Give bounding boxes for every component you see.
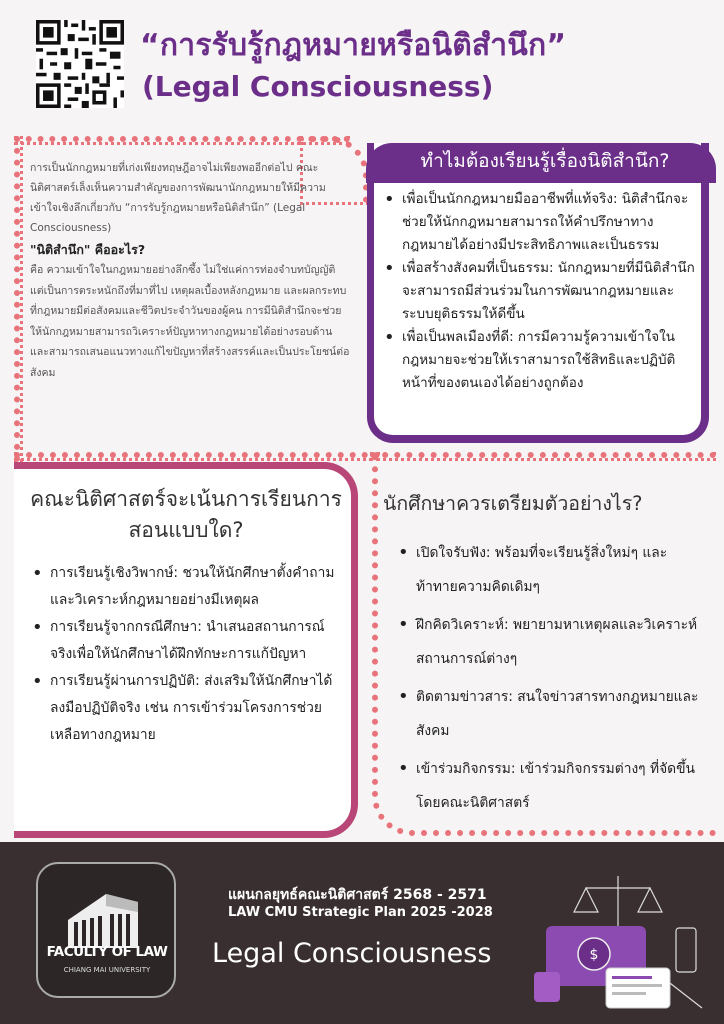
logo-subtext: CHIANG MAI UNIVERSITY	[63, 966, 151, 974]
svg-text:$: $	[589, 947, 599, 963]
justice-scale-illustration	[526, 868, 712, 1018]
list-item: • ฝึกคิดวิเคราะห์: พยายามหาเหตุผลและวิเคราะห์สถานการณ์ต่างๆ	[394, 608, 704, 676]
list-item: • การเรียนรู้จากกรณีศึกษา: นำเสนอสถานการณ์จริงเพื่อให้นักศึกษาได้ฝึกทักษะการแก้ปัญหา	[28, 614, 346, 668]
list-item: • ติดตามข่าวสาร: สนใจข่าวสารทางกฎหมายและสังคม	[394, 680, 704, 748]
list-item: • เพื่อเป็นพลเมืองที่ดี: การมีความรู้ความเข้าใจในกฎหมายจะช่วยให้เราสามารถใช้สิทธิและปฏิบัติหน้าที่ของตนเองได้อย่างถูกต้อง	[380, 326, 702, 395]
page-title-english: (Legal Consciousness)	[142, 70, 494, 103]
intro-paragraph: การเป็นนักกฎหมายที่เก่งเพียงทฤษฎีอาจไม่เพียงพออีกต่อไป คณะนิติศาสตร์เล็งเห็นความสำคัญของการพัฒนานักกฎหมายให้มีความเข้าใจเชิงลึกเกี่ยวกับ “การรับรู้กฎหมายหรือนิติสำนึก” (Legal Consciousness)	[30, 162, 326, 234]
building-icon	[38, 864, 174, 996]
list-item: • เพื่อสร้างสังคมที่เป็นธรรม: นักกฎหมายที่มีนิติสำนึกจะสามารถมีส่วนร่วมในการพัฒนากฎหมายและระบบยุติธรรมให้ดีขึ้น	[380, 257, 702, 326]
dotted-frame-mid	[14, 452, 380, 461]
faculty-logo	[36, 862, 176, 998]
strategic-plan-thai: แผนกลยุทธ์คณะนิติศาสตร์ 2568 - 2571	[228, 887, 487, 903]
what-is-heading: "นิติสำนึก" คืออะไร?	[30, 242, 146, 257]
why-list	[380, 188, 702, 395]
what-is-body: คือ ความเข้าใจในกฎหมายอย่างลึกซึ้ง ไม่ใช่แค่การท่องจำบทบัญญัติ แต่เป็นการตระหนักถึงที่มาที่ไป เหตุผลเบื้องหลังกฎหมาย และผลกระทบที่กฎหมายมีต่อสังคมและชีวิตประจำวันของผู้คน การมีนิติสำนึกจะช่วยให้นักกฎหมายสามารถวิเคราะห์ปัญหาทางกฎหมายได้อย่างรอบด้าน และสามารถเสนอแนวทางแก้ไขปัญหาที่สร้างสรรค์และเป็นประโยชน์ต่อสังคม	[30, 264, 350, 379]
footer-title: Legal Consciousness	[212, 938, 492, 969]
list-item: • การเรียนรู้เชิงวิพากษ์: ชวนให้นักศึกษาตั้งคำถามและวิเคราะห์กฎหมายอย่างมีเหตุผล	[28, 560, 346, 614]
why-title: ทำไมต้องเรียนรู้เรื่องนิติสำนึก?	[420, 150, 670, 172]
list-item: • เพื่อเป็นนักกฎหมายมืออาชีพที่แท้จริง: นิติสำนึกจะช่วยให้นักกฎหมายสามารถให้คำปรึกษาทางกฎหมายได้อย่างมีประสิทธิภาพและเป็นธรรม	[380, 188, 702, 257]
learn-title: คณะนิติศาสตร์จะเน้นการเรียนการสอนแบบใด?	[30, 487, 342, 542]
logo-text: FACULTY OF LAW	[46, 944, 168, 960]
intro-section	[30, 158, 352, 383]
prep-title: นักศึกษาควรเตรียมตัวอย่างไร?	[383, 492, 643, 515]
list-item: • การเรียนรู้ผ่านการปฏิบัติ: ส่งเสริมให้นักศึกษาได้ลงมือปฏิบัติจริง เช่น การเข้าร่วมโครงการช่วยเหลือทางกฎหมาย	[28, 668, 346, 749]
dotted-frame-left	[14, 136, 23, 462]
list-item: • เปิดใจรับฟัง: พร้อมที่จะเรียนรู้สิ่งใหม่ๆ และท้าทายความคิดเดิมๆ	[394, 536, 704, 604]
list-item: • เข้าร่วมกิจกรรม: เข้าร่วมกิจกรรมต่างๆ ที่จัดขึ้นโดยคณะนิติศาสตร์	[394, 752, 704, 820]
learn-list	[28, 560, 346, 749]
prep-list	[394, 536, 704, 824]
qr-code	[36, 20, 124, 108]
strategic-plan-english: LAW CMU Strategic Plan 2025 -2028	[228, 905, 493, 920]
page-title-thai: “การรับรู้กฎหมายหรือนิติสำนึก”	[140, 28, 567, 63]
